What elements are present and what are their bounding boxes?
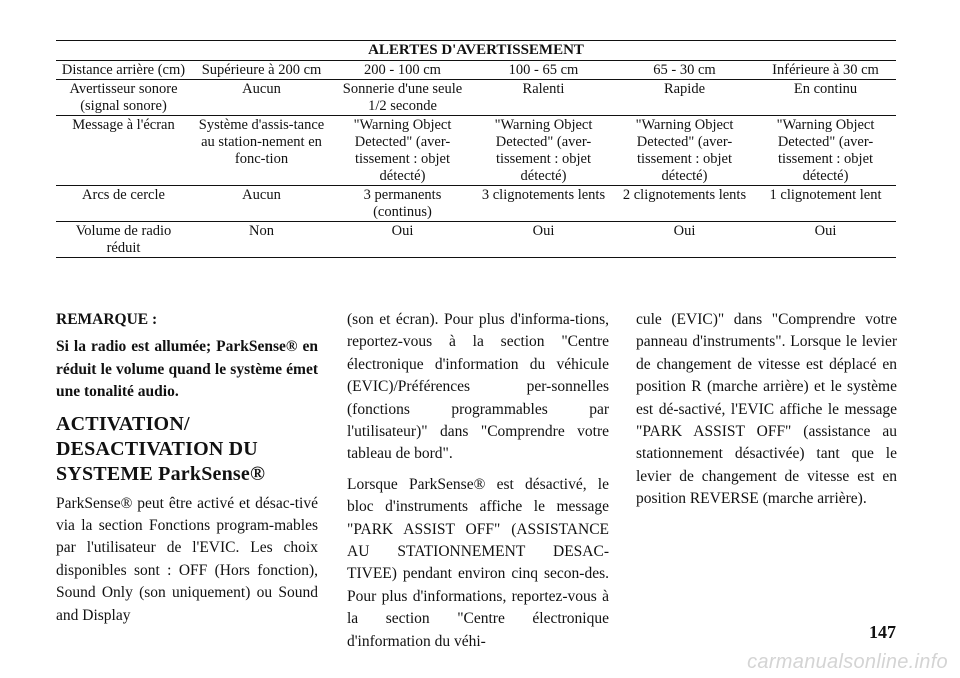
text-column-middle — [347, 309, 609, 653]
table-cell: 3 permanents (continus) — [332, 186, 473, 222]
table-cell: "Warning Object Detected" (aver-tissement : objet détecté) — [614, 116, 755, 186]
table-cell: 3 clignotements lents — [473, 186, 614, 222]
table-cell: Système d'assis-tance au station-nement en fonc-tion — [191, 116, 332, 186]
table-cell: Oui — [755, 222, 896, 258]
table-row — [56, 80, 896, 116]
section-heading: ACTIVATION/ DESACTIVATION DU SYSTEME ParkSense® — [56, 412, 266, 485]
text-column-right — [636, 309, 897, 511]
table-cell: "Warning Object Detected" (aver-tissement : objet détecté) — [332, 116, 473, 186]
paragraph: Lorsque ParkSense® est désactivé, le bloc d'instruments affiche le message "PARK ASSIST OFF" (ASSISTANCE AU STATIONNEMENT DESAC-TIVEE) pendant environ cinq secon-des. Pour plus d'informations, reportez-vous à la section "Centre électronique d'information du véhi- — [347, 475, 609, 650]
table-cell: Oui — [614, 222, 755, 258]
table-row — [56, 61, 896, 80]
warning-alerts-table-container — [56, 40, 896, 258]
table-cell: Message à l'écran — [56, 116, 191, 186]
table-cell: Avertisseur sonore (signal sonore) — [56, 80, 191, 116]
table-cell: Arcs de cercle — [56, 186, 191, 222]
table-cell: Rapide — [614, 80, 755, 116]
table-cell: Volume de radio réduit — [56, 222, 191, 258]
table-title: ALERTES D'AVERTISSEMENT — [56, 41, 896, 61]
note-body: Si la radio est allumée; ParkSense® en réduit le volume quand le système émet une tonalité audio. — [56, 338, 318, 401]
table-row — [56, 222, 896, 258]
table-cell: Aucun — [191, 186, 332, 222]
table-cell: Oui — [473, 222, 614, 258]
table-cell: "Warning Object Detected" (aver-tissement : objet détecté) — [473, 116, 614, 186]
table-cell: Distance arrière (cm) — [56, 61, 191, 80]
table-cell: Oui — [332, 222, 473, 258]
table-cell: 2 clignotements lents — [614, 186, 755, 222]
table-row — [56, 186, 896, 222]
note-title: REMARQUE : — [56, 311, 158, 328]
table-cell: 200 - 100 cm — [332, 61, 473, 80]
table-cell: 100 - 65 cm — [473, 61, 614, 80]
warning-alerts-table — [56, 40, 896, 258]
table-cell: Non — [191, 222, 332, 258]
table-cell: Ralenti — [473, 80, 614, 116]
paragraph: (son et écran). Pour plus d'informa-tions, reportez-vous à la section "Centre électronique d'information du véhicule (EVIC)/Préférences per-sonnelles (fonctions programmables par l'utilisateur)" dans "Comprendre votre tableau de bord". — [347, 311, 609, 463]
table-cell: "Warning Object Detected" (aver-tissement : objet détecté) — [755, 116, 896, 186]
paragraph: cule (EVIC)" dans "Comprendre votre panneau d'instruments". Lorsque le levier de changement de vitesse est déplacé en position R (marche arrière) et le système est dé-sactivé, l'EVIC affiche le message "PARK ASSIST OFF" (assistance au stationnement désactivée) tant que le levier de changement de vitesse est en position REVERSE (marche arrière). — [636, 311, 897, 508]
paragraph: ParkSense® peut être activé et désac-tivé via la section Fonctions program-mables par l'utilisateur de l'EVIC. Les choix disponibles sont : OFF (Hors fonction), Sound Only (son uniquement) ou Sound and Display — [56, 494, 318, 624]
table-cell: Aucun — [191, 80, 332, 116]
page-number: 147 — [869, 622, 896, 642]
table-cell: Sonnerie d'une seule 1/2 seconde — [332, 80, 473, 116]
table-cell: Inférieure à 30 cm — [755, 61, 896, 80]
watermark: carmanualsonline.info — [747, 651, 948, 673]
text-column-left — [56, 309, 318, 627]
table-cell: En continu — [755, 80, 896, 116]
table-cell: 1 clignotement lent — [755, 186, 896, 222]
table-row — [56, 116, 896, 186]
table-cell: Supérieure à 200 cm — [191, 61, 332, 80]
table-cell: 65 - 30 cm — [614, 61, 755, 80]
